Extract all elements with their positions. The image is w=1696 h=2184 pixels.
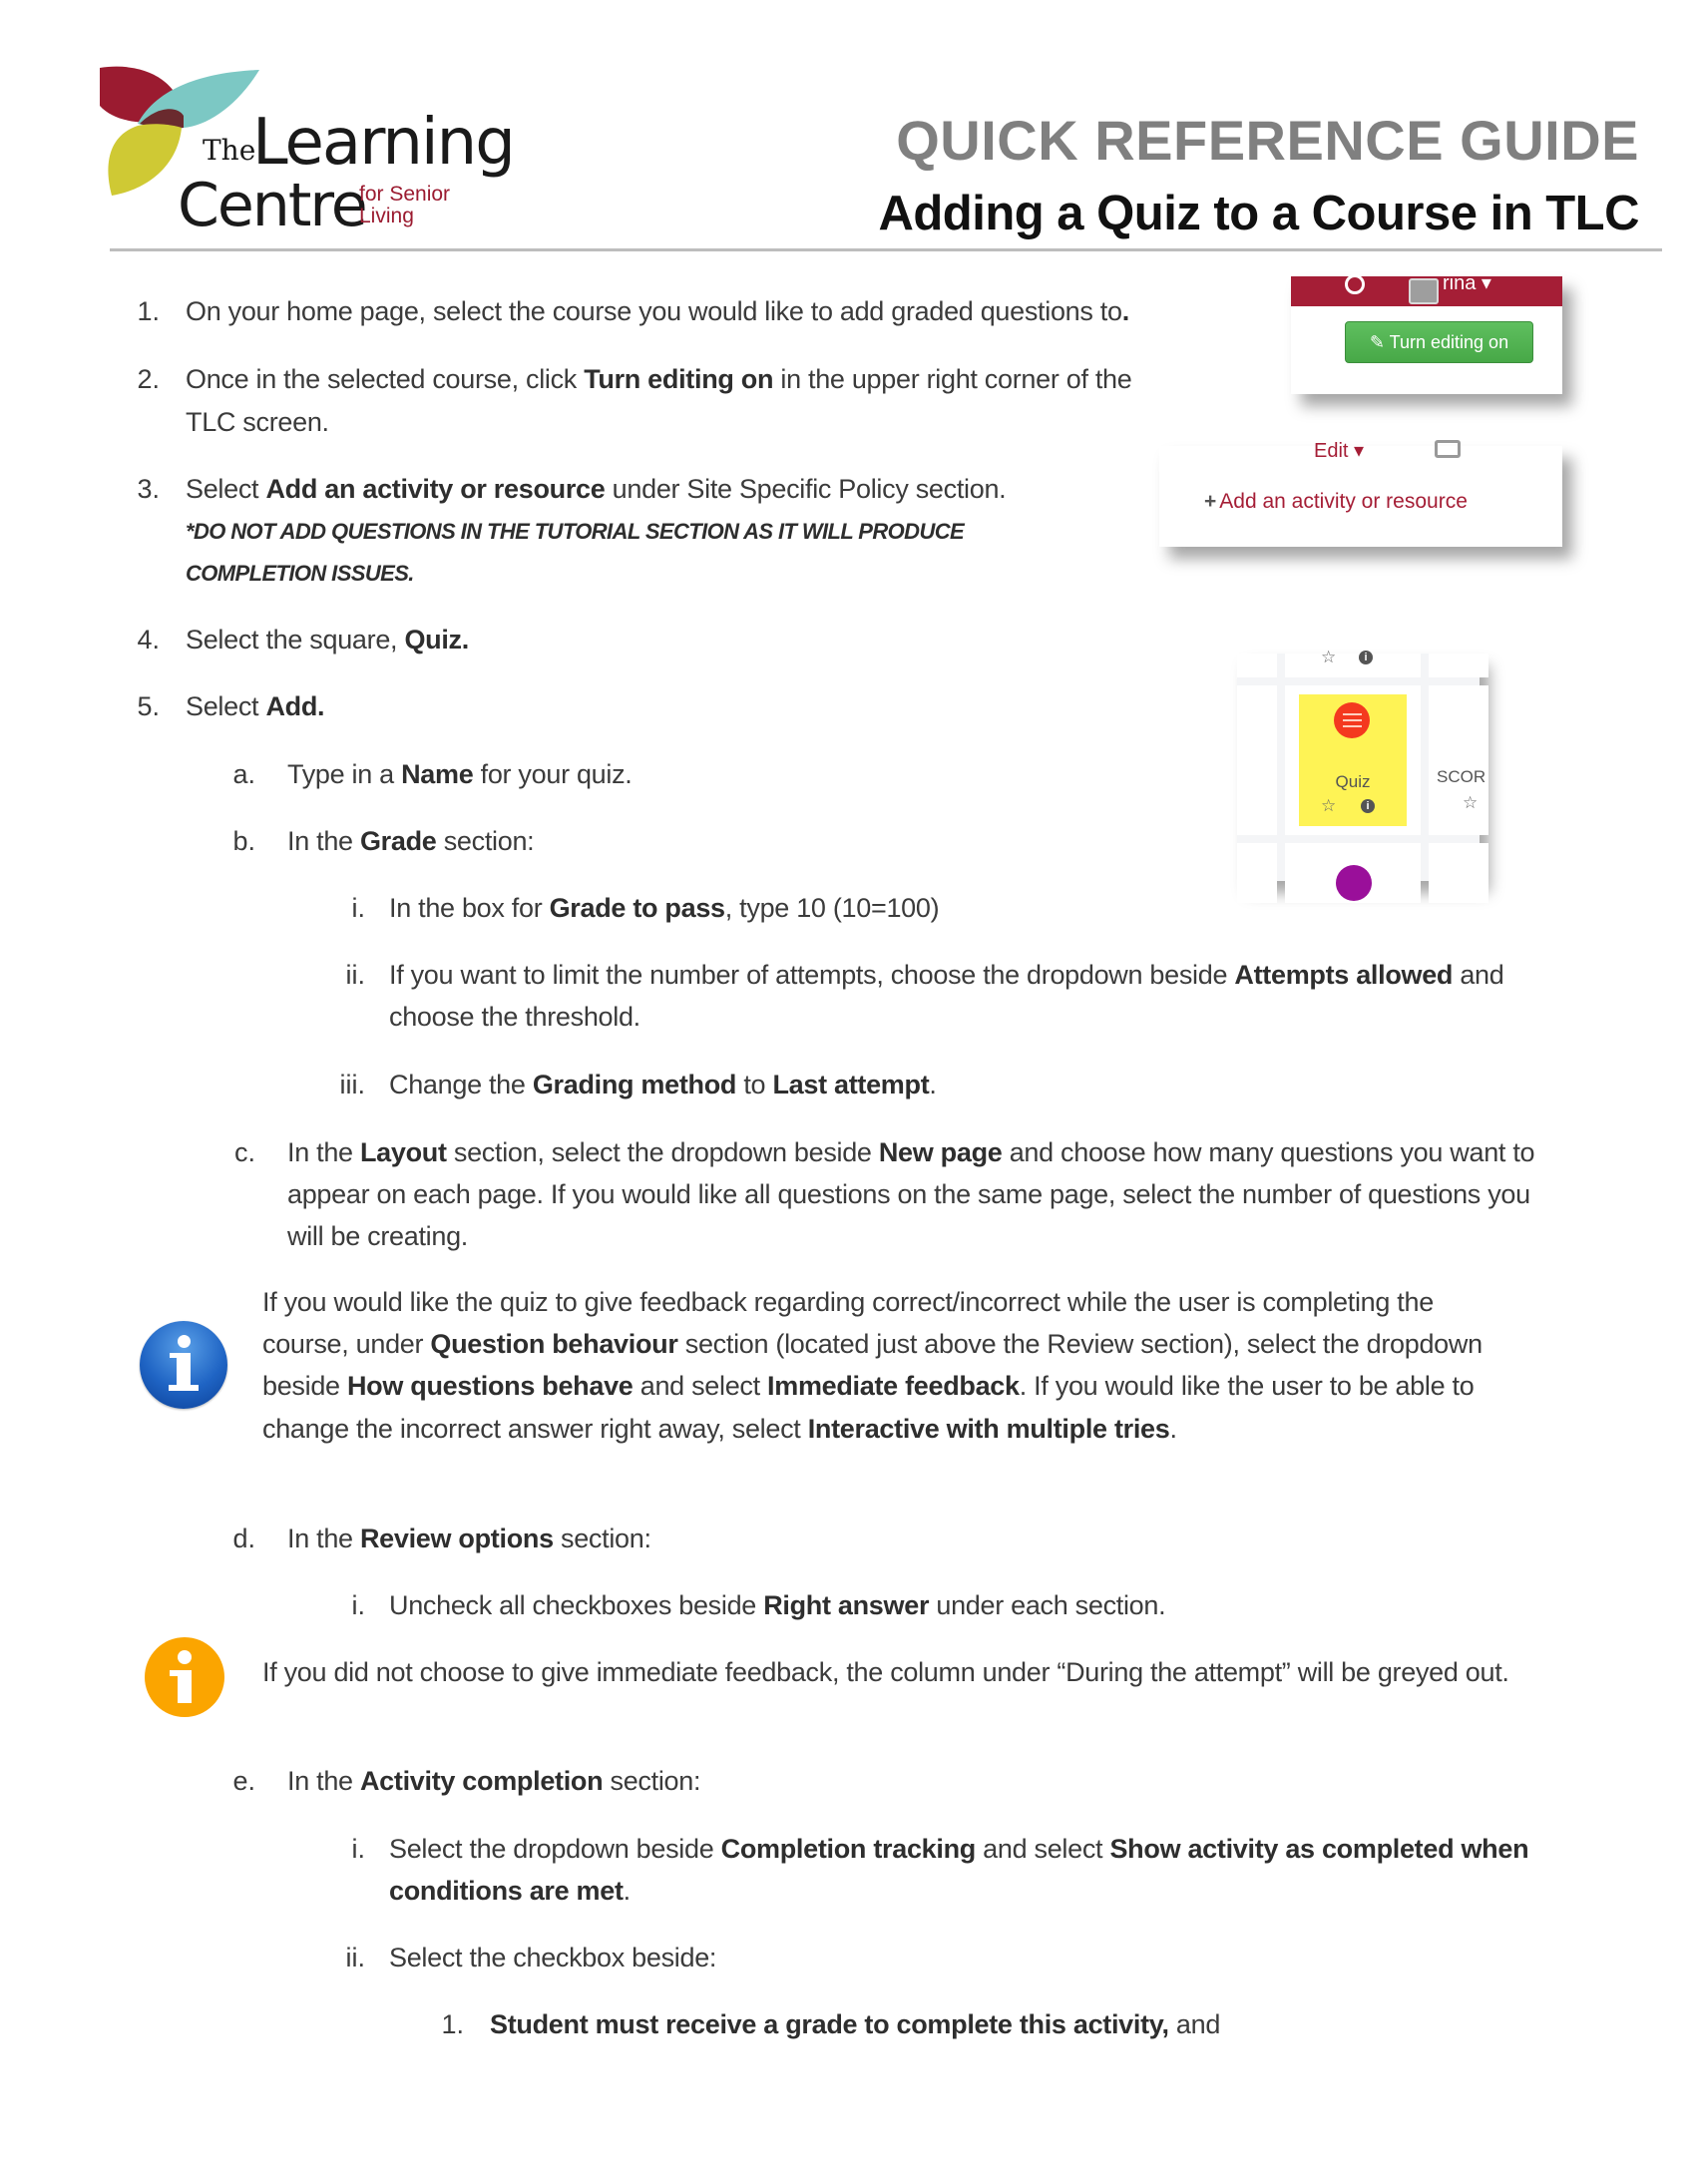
step-5-text	[186, 685, 324, 727]
bold-text: Completion tracking	[720, 1834, 976, 1864]
substep-d-i-number: i.	[351, 1590, 365, 1620]
assignment-icon	[1336, 865, 1372, 901]
logo-for-senior: for Senior	[359, 183, 451, 206]
user-avatar-icon	[1409, 278, 1439, 304]
info-callout-text	[262, 1281, 1434, 1323]
text: In the	[287, 1524, 360, 1553]
turn-editing-on-button	[1345, 321, 1533, 363]
logo-learning: Learning	[252, 106, 514, 180]
text: Select the square,	[186, 625, 405, 655]
text: . If you would like the user to be able to	[1019, 1371, 1475, 1401]
add-activity-label: Add an activity or resource	[1219, 490, 1468, 513]
bold-text: How questions behave	[346, 1371, 634, 1401]
screenshot-add-activity	[1159, 440, 1562, 547]
substep-e-ii-number: ii.	[345, 1943, 365, 1972]
text: Uncheck all checkboxes beside	[389, 1590, 764, 1620]
step-2-text	[186, 401, 329, 443]
text: In the	[287, 1137, 360, 1167]
warning-callout-text	[262, 1651, 1509, 1693]
text: under Site Specific Policy section.	[605, 474, 1007, 504]
step-5-number: 5.	[137, 691, 160, 721]
plus-icon: +	[1204, 490, 1217, 513]
text: If you want to limit the number of attempts, choose the dropdown beside	[389, 960, 1235, 990]
logo	[98, 66, 514, 240]
bold-text: Last attempt	[772, 1070, 930, 1099]
activity-tile	[1429, 685, 1488, 835]
bold-text: Attempts allowed	[1234, 960, 1454, 990]
info-callout-text	[262, 1323, 1483, 1365]
scorm-label: SCOR	[1437, 767, 1486, 786]
text: section:	[603, 1766, 701, 1796]
text: will be creating.	[287, 1221, 468, 1251]
logo-tagline	[359, 184, 450, 227]
text: In the	[287, 826, 360, 856]
substep-b-iii-number: iii.	[339, 1070, 365, 1099]
bold-text: Add an activity or resource	[265, 474, 606, 504]
step-3-number: 3.	[137, 474, 160, 504]
substep-d-text	[287, 1518, 651, 1559]
step-4-number: 4.	[137, 625, 160, 655]
text: and choose how many questions you want to	[1002, 1137, 1535, 1167]
text: .	[929, 1070, 937, 1099]
substep-e-text	[287, 1760, 700, 1802]
quiz-tile	[1299, 694, 1407, 826]
activity-tile	[1237, 654, 1277, 677]
toggle-icon	[1435, 440, 1461, 458]
text: and select	[633, 1371, 768, 1401]
substep-e-i-text	[389, 1870, 631, 1912]
bold-text: Review options	[359, 1524, 554, 1553]
star-icon: ☆	[1321, 796, 1337, 815]
info-icon: i	[1359, 651, 1373, 664]
info-icon: i	[1361, 799, 1375, 813]
activity-tile	[1429, 843, 1488, 903]
text: in the upper right corner of the	[773, 364, 1132, 394]
bold-text: Layout	[359, 1137, 447, 1167]
text: COMPLETION ISSUES.	[186, 561, 414, 586]
edit-menu: Edit ▾	[1314, 440, 1365, 462]
text: section, select the dropdown beside	[446, 1137, 879, 1167]
text: for your quiz.	[473, 759, 633, 789]
text: choose the threshold.	[389, 1002, 640, 1032]
star-icon: ☆	[1463, 793, 1479, 812]
text: If you did not choose to give immediate feedback, the column under “During the attempt” will be greyed out.	[262, 1657, 1509, 1687]
text: and	[1168, 2009, 1221, 2039]
text: change the incorrect answer right away, select	[262, 1414, 808, 1444]
substep-b-i-number: i.	[351, 893, 365, 923]
info-callout-text	[262, 1365, 1474, 1407]
substep-d-number: d.	[232, 1524, 255, 1553]
bold-text: Grade to pass	[549, 893, 725, 923]
substep-b-i-text	[389, 887, 939, 929]
text: to	[736, 1070, 773, 1099]
substep-e-i-number: i.	[351, 1834, 365, 1864]
text: Change the	[389, 1070, 533, 1099]
bold-text: .	[1121, 296, 1129, 326]
text: In the	[287, 1766, 360, 1796]
text: If you would like the quiz to give feedback regarding correct/incorrect while the user is completing the	[262, 1287, 1434, 1317]
text: Once in the selected course, click	[186, 364, 585, 394]
bold-text: Immediate feedback	[767, 1371, 1020, 1401]
substep-b-text	[287, 820, 534, 862]
substep-a-text	[287, 753, 633, 795]
substep-b-ii-text	[389, 954, 1503, 996]
step-2-text	[186, 358, 1132, 400]
text: *DO NOT ADD QUESTIONS IN THE TUTORIAL SECTION AS IT WILL PRODUCE	[186, 519, 965, 544]
quiz-label: Quiz	[1335, 772, 1371, 791]
bold-text: Quiz.	[404, 625, 469, 655]
substep-b-ii-number: ii.	[345, 960, 365, 990]
quiz-icon	[1334, 702, 1370, 738]
bold-text: Show activity as completed when	[1109, 1834, 1529, 1864]
step-1-number: 1.	[137, 296, 160, 326]
step-1-text	[186, 290, 1129, 332]
step-3-warning-note	[186, 511, 964, 553]
activity-tile	[1285, 648, 1421, 677]
substep-b-iii-text	[389, 1064, 937, 1105]
screenshot-turn-editing	[1291, 272, 1562, 394]
header-divider	[110, 248, 1662, 251]
logo-living: Living	[359, 205, 414, 227]
substep-e-ii-1-text	[490, 2003, 1220, 2045]
navbar	[1291, 272, 1562, 306]
text: under each section.	[929, 1590, 1166, 1620]
activity-tile	[1429, 654, 1488, 677]
substep-a-number: a.	[232, 759, 255, 789]
text: On your home page, select the course you would like to add graded questions to	[186, 296, 1122, 326]
text: Select the dropdown beside	[389, 1834, 721, 1864]
bold-text: New page	[878, 1137, 1003, 1167]
substep-e-i-text	[389, 1828, 1528, 1870]
text: Type in a	[287, 759, 402, 789]
bold-text: Interactive with multiple tries	[807, 1414, 1170, 1444]
bold-text: Grading method	[532, 1070, 737, 1099]
bold-text: Grade	[359, 826, 437, 856]
step-2-number: 2.	[137, 364, 160, 394]
text: section (located just above the Review section), select the dropdown	[677, 1329, 1483, 1359]
text: beside	[262, 1371, 347, 1401]
text: TLC screen.	[186, 407, 329, 437]
substep-e-number: e.	[232, 1766, 255, 1796]
text: section:	[436, 826, 535, 856]
text: .	[1169, 1414, 1177, 1444]
page-title: Adding a Quiz to a Course in TLC	[878, 187, 1639, 240]
step-3-text	[186, 468, 1006, 510]
edit-icon: ✎	[1369, 332, 1385, 352]
activity-tile	[1237, 843, 1277, 903]
substep-c-text	[287, 1215, 468, 1257]
substep-e-ii-1-number: 1.	[441, 2009, 464, 2039]
activity-tile	[1237, 685, 1277, 835]
text: .	[623, 1876, 631, 1906]
bold-text: Activity completion	[359, 1766, 604, 1796]
step-4-text	[186, 619, 469, 660]
substep-d-i-text	[389, 1584, 1165, 1626]
turn-editing-on-label: Turn editing on	[1389, 332, 1509, 352]
user-menu: rina ▾	[1443, 272, 1491, 294]
text: and select	[975, 1834, 1110, 1864]
guide-kicker: QUICK REFERENCE GUIDE	[896, 109, 1639, 172]
add-activity-link	[1204, 490, 1468, 514]
bold-text: Turn editing on	[584, 364, 774, 394]
bold-text: Add.	[265, 691, 325, 721]
substep-e-ii-text	[389, 1937, 716, 1978]
text: section:	[553, 1524, 651, 1553]
text: Select	[186, 691, 266, 721]
warning-info-icon	[145, 1637, 224, 1717]
substep-c-text	[287, 1173, 1530, 1215]
step-3-warning-note	[186, 553, 414, 595]
bold-text: conditions are met	[389, 1876, 624, 1906]
logo-centre: Centre	[178, 171, 366, 240]
star-icon: ☆	[1321, 648, 1337, 666]
text: , type 10 (10=100)	[724, 893, 940, 923]
substep-c-text	[287, 1131, 1534, 1173]
bold-text: Right answer	[763, 1590, 930, 1620]
text: course, under	[262, 1329, 431, 1359]
bold-text: Question behaviour	[430, 1329, 678, 1359]
screenshot-quiz-tile	[1237, 648, 1486, 881]
text: Select	[186, 474, 266, 504]
text: appear on each page. If you would like all questions on the same page, select the number of questions you	[287, 1179, 1530, 1209]
text: Select the checkbox beside:	[389, 1943, 717, 1972]
text: In the box for	[389, 893, 550, 923]
logo-the: The	[203, 134, 256, 167]
bold-text: Student must receive a grade to complete this activity,	[490, 2009, 1169, 2039]
notification-icon	[1345, 274, 1365, 294]
substep-b-ii-text	[389, 996, 640, 1038]
text: and	[1453, 960, 1504, 990]
substep-c-number: c.	[233, 1137, 255, 1167]
substep-b-number: b.	[232, 826, 255, 856]
info-icon	[140, 1321, 227, 1409]
bold-text: Name	[401, 759, 474, 789]
logo-leaf-olive	[108, 124, 182, 196]
info-callout-text	[262, 1408, 1177, 1450]
